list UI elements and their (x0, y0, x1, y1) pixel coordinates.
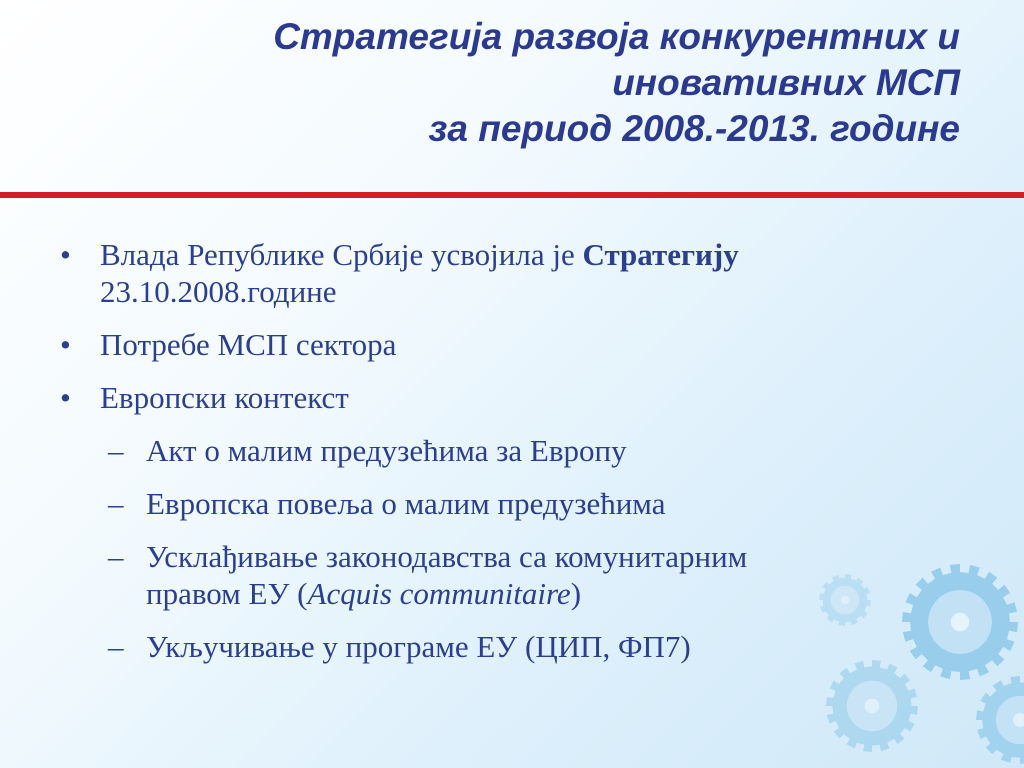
dash-marker: – (108, 629, 124, 664)
sub-item-text: Европска повеља о малим предузећима (146, 486, 666, 521)
slide-title (40, 14, 960, 152)
bullet-item (56, 379, 956, 416)
bullet-text-line2: 23.10.2008.године (100, 274, 337, 309)
title-line-3: за период 2008.-2013. године (428, 108, 960, 149)
bullet-marker: • (60, 237, 71, 272)
sub-item-text-italic: Acquis communitaire (307, 576, 571, 611)
sub-item-text: Акт о малим предузећима за Европу (146, 433, 627, 468)
dash-marker: – (108, 433, 124, 468)
title-divider (0, 192, 1024, 198)
title-line-1: Стратегија развоја конкурентних и (273, 16, 960, 57)
slide-body (56, 236, 956, 681)
bullet-text: Влада Републике Србије усвојила је (100, 237, 583, 272)
bullet-item (56, 326, 956, 363)
bullet-marker: • (60, 380, 71, 415)
bullet-text: Потребе МСП сектора (100, 327, 397, 362)
bullet-marker: • (60, 327, 71, 362)
dash-marker: – (108, 486, 124, 521)
sub-item-text-line2-prefix: правом ЕУ ( (146, 576, 308, 611)
sub-item (56, 628, 956, 665)
sub-item-text-line2-suffix: ) (570, 576, 582, 611)
sub-item-text: Укључивање у програме ЕУ (ЦИП, ФП7) (146, 629, 691, 664)
sub-item (56, 538, 956, 612)
sub-item (56, 485, 956, 522)
dash-marker: – (108, 539, 124, 574)
sub-item (56, 432, 956, 469)
title-line-2: иновативних МСП (612, 62, 960, 103)
bullet-item (56, 236, 956, 310)
bullet-text: Европски контекст (100, 380, 349, 415)
sub-item-text: Усклађивање законодавства са комунитарним (146, 539, 748, 574)
bullet-bold-text: Стратегију (582, 237, 739, 272)
gear-icon (976, 676, 1024, 764)
